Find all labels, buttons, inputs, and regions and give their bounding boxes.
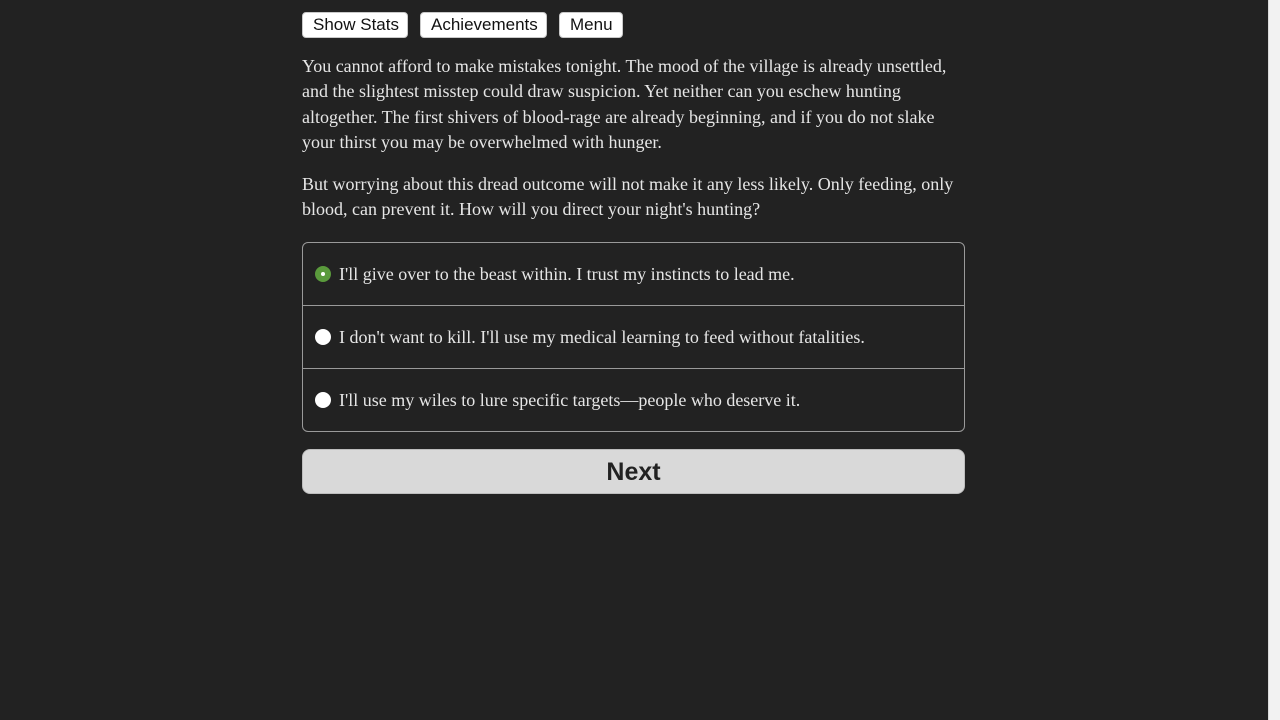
story-paragraph: You cannot afford to make mistakes tonight. The mood of the village is already unsettled, and the slightest misstep could draw suspicion. Yet neither can you eschew hunting altogether. The first shivers of blood-rage are already beginning, and if you do not slake your thirst you may be overwhelmed with hunger.	[302, 56, 947, 152]
choice-option-medical[interactable]	[303, 306, 964, 369]
choice-label: I don't want to kill. I'll use my medical learning to feed without fatalities.	[339, 326, 865, 347]
choice-option-beast[interactable]	[303, 243, 964, 306]
show-stats-button[interactable]: Show Stats	[302, 12, 408, 38]
choice-list	[302, 242, 965, 432]
achievements-button[interactable]: Achievements	[420, 12, 547, 38]
choice-option-wiles[interactable]	[303, 369, 964, 431]
story-text	[302, 54, 965, 240]
menu-button[interactable]: Menu	[559, 12, 623, 38]
radio-unselected-icon[interactable]	[315, 329, 331, 345]
page-scrollbar[interactable]	[1268, 0, 1280, 720]
radio-unselected-icon[interactable]	[315, 392, 331, 408]
choice-label: I'll use my wiles to lure specific targets—people who deserve it.	[339, 389, 801, 410]
story-paragraph: But worrying about this dread outcome will not make it any less likely. Only feeding, only blood, can prevent it. How will you direct your night's hunting?	[302, 174, 954, 220]
next-button[interactable]: Next	[302, 449, 965, 494]
choice-label: I'll give over to the beast within. I trust my instincts to lead me.	[339, 263, 795, 284]
radio-selected-icon[interactable]	[315, 266, 331, 282]
